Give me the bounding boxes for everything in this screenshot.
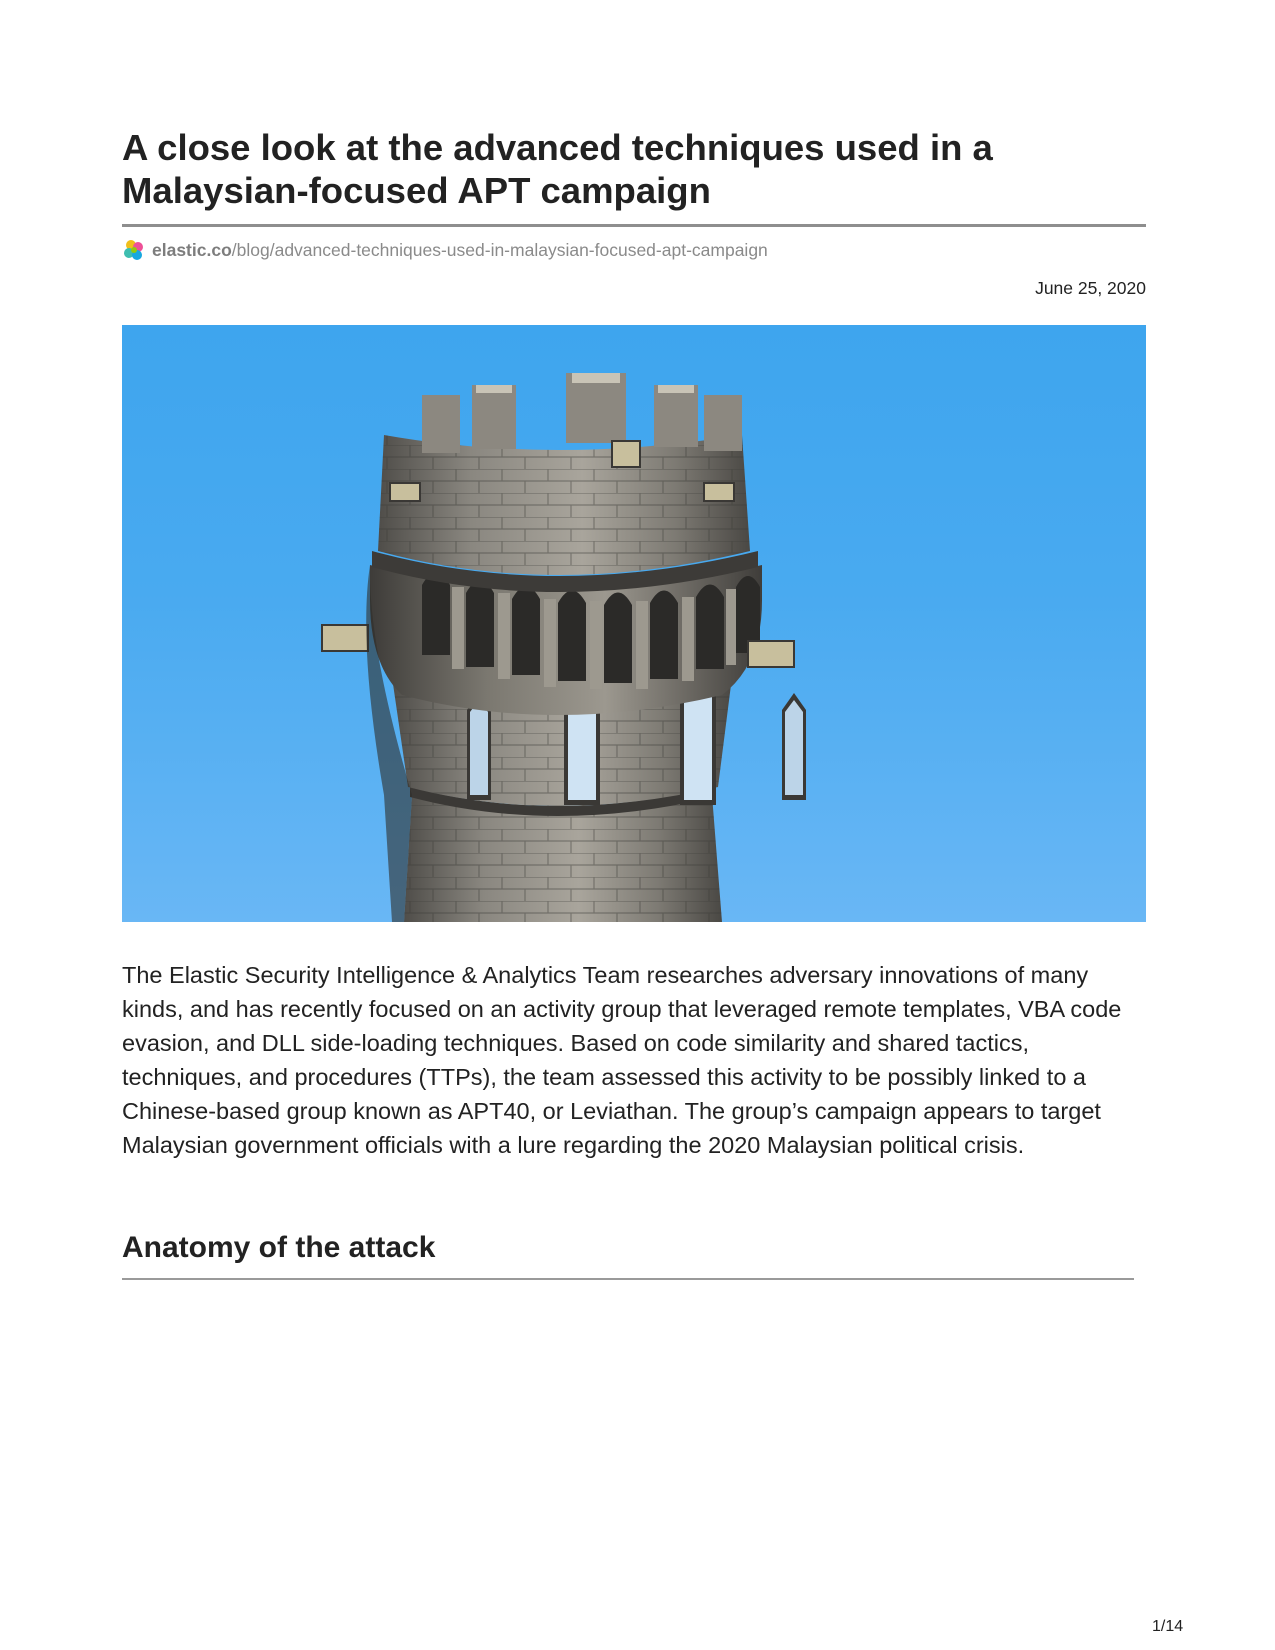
source-domain: elastic.co: [152, 239, 232, 260]
intro-paragraph: The Elastic Security Intelligence & Analytics Team researches adversary innovations of many kinds, and has recently focused on an activity group that leveraged remote templates, VBA code evasion, and DLL side-loading techniques. Based on code similarity and shared tactics, techniques, and procedures (TTPs), the team assessed this activity to be possibly linked to a Chinese-based group known as APT40, or Leviathan. The group’s campaign appears to target Malaysian government officials with a lure regarding the 2020 Malaysian political crisis.: [122, 962, 1122, 1158]
source-path: /blog/advanced-techniques-used-in-malaysian-focused-apt-campaign: [231, 239, 768, 260]
document-page: [122, 0, 1146, 1650]
source-link[interactable]: [122, 238, 768, 262]
section-divider: [122, 1278, 1134, 1280]
page-number: 1/14: [1152, 1618, 1184, 1635]
title-divider: [122, 224, 1146, 227]
section-heading: Anatomy of the attack: [122, 1231, 436, 1264]
article-title: A close look at the advanced techniques used in a Malaysian-focused APT campaign: [122, 127, 993, 211]
elastic-logo-icon: [122, 238, 146, 262]
publish-date: June 25, 2020: [1035, 278, 1146, 298]
hero-image: [122, 325, 1146, 922]
